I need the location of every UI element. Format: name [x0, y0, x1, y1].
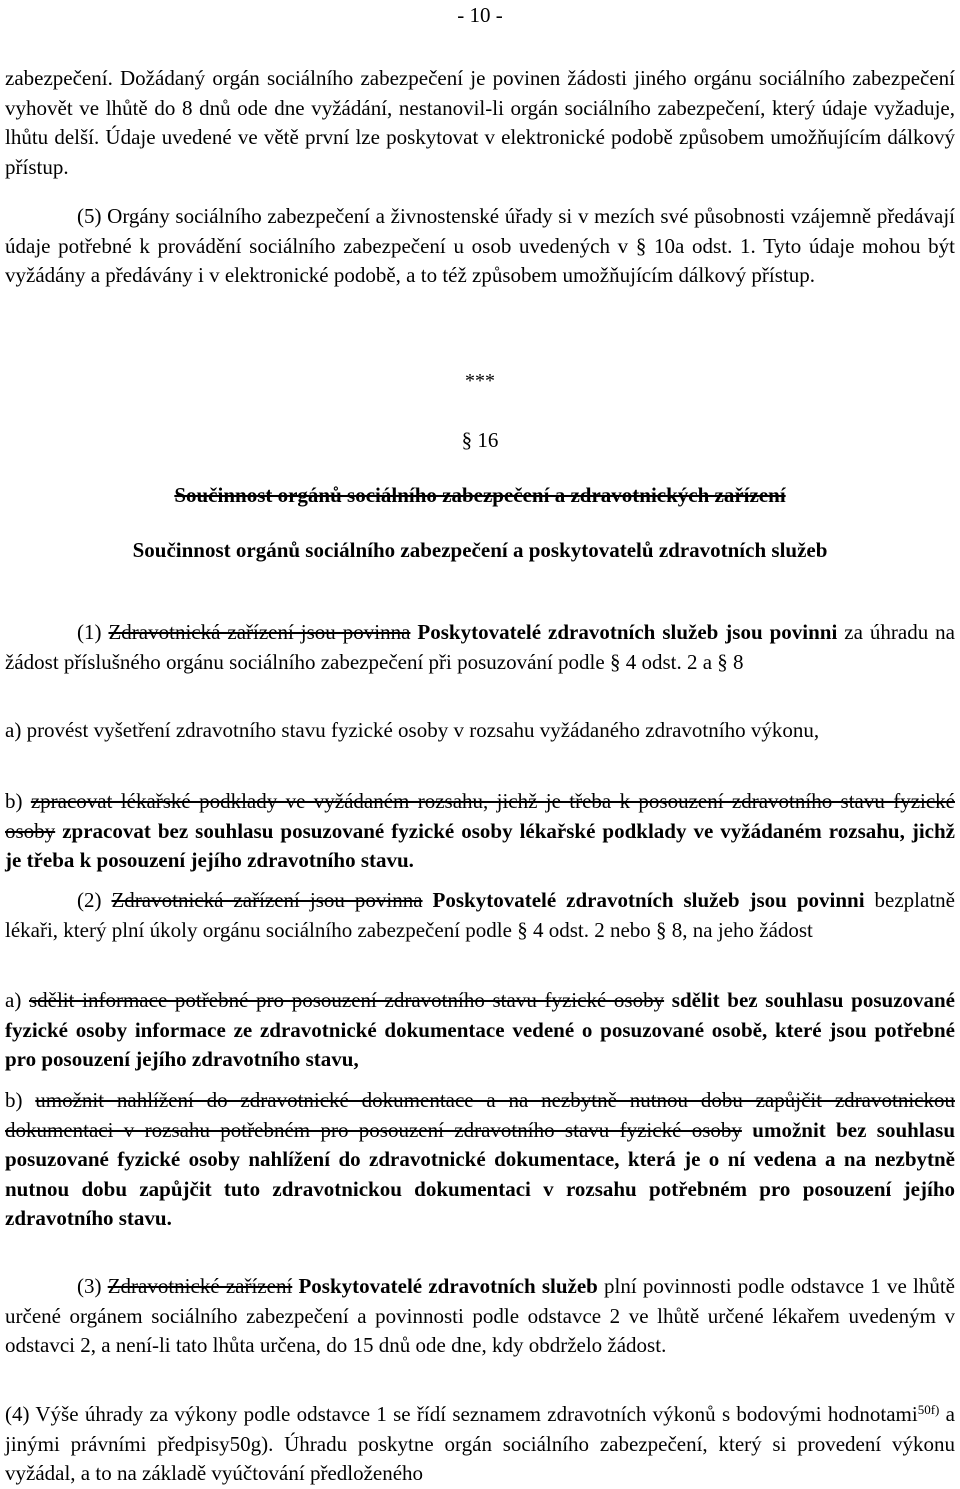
- section-separator: ***: [465, 370, 495, 392]
- section-number: § 16: [461, 428, 499, 452]
- p-1a-run-0: a) provést vyšetření zdravotního stavu fyzické osoby v rozsahu vyžádaného zdravotního výkonu,: [5, 718, 820, 742]
- p-intro-run-0: zabezpečení. Dožádaný orgán sociálního zabezpečení je povinen žádosti jiného orgánu sociálního zabezpečení vyhovět ve lhůtě do 8 dnů ode dne vyžádání, nestanovil-li orgán sociálního zabezpečení, který údaje vyžaduje, lhůtu delší. Údaje uvedené ve větě první lze poskytovat v elektronické podobě způsobem umožňujícím dálkový přístup.: [5, 66, 955, 179]
- section-title-old: Součinnost orgánů sociálního zabezpečení a zdravotnických zařízení: [174, 483, 786, 507]
- p-2a-run-3: sdělit bez souhlasu posuzované fyzické osoby informace ze zdravotnické dokumentace vedené o posuzované osobě, které jsou potřebné pro posouzení jejího zdravotního stavu,: [5, 988, 955, 1071]
- p-1-run-0: (1): [77, 620, 109, 644]
- paragraph-2: [5, 886, 955, 945]
- p-1b-run-0: b): [5, 789, 31, 813]
- p-4-run-1: 50f): [917, 1402, 940, 1417]
- paragraph-2a: [5, 986, 955, 1075]
- paragraph-5: [5, 202, 955, 291]
- p-5-run-0: (5) Orgány sociálního zabezpečení a živnostenské úřady si v mezích své působnosti vzájemně předávají údaje potřebné k provádění sociálního zabezpečení u osob uvedených v § 10a odst. 1. Tyto údaje mohou být vyžádány a předávány i v elektronické podobě, a to též způsobem umožňujícím dálkový přístup.: [5, 204, 955, 287]
- p-4-run-0: (4) Výše úhrady za výkony podle odstavce 1 se řídí seznamem zdravotních výkonů s bodovými hodnotami: [5, 1402, 918, 1426]
- p-1b-run-1: zpracovat lékařské podklady ve vyžádaném rozsahu, jichž je třeba k posouzení zdravotního stavu fyzické osoby: [5, 789, 955, 843]
- p-1-run-3: Poskytovatelé zdravotních služeb jsou povinni: [417, 620, 838, 644]
- p-2b-run-3: umožnit bez souhlasu posuzované fyzické osoby nahlížení do zdravotnické dokumentace, která je o ní vedena a na nezbytně nutnou dobu zapůjčit tuto zdravotnickou dokumentaci v rozsahu potřebném pro posouzení jejího zdravotního stavu.: [5, 1117, 956, 1230]
- paragraph-2b: [5, 1086, 955, 1234]
- section-title-new: Součinnost orgánů sociálního zabezpečení a poskytovatelů zdravotních služeb: [132, 538, 828, 562]
- p-2a-run-2: [664, 988, 672, 1012]
- p-2-run-3: Poskytovatelé zdravotních služeb jsou povinni: [432, 888, 865, 912]
- paragraph-1a: [5, 716, 955, 746]
- p-3-run-0: (3): [77, 1274, 108, 1298]
- paragraph-intro: [5, 64, 955, 182]
- p-1b-run-3: zpracovat bez souhlasu posuzované fyzické osoby lékařské podklady ve vyžádaném rozsahu, jichž je třeba k posouzení jejího zdravotního stavu.: [5, 818, 956, 872]
- p-2b-run-0: b): [5, 1088, 36, 1112]
- p-2-run-0: (2): [77, 888, 112, 912]
- p-2-run-4: bezplatně lékaři, který plní úkoly orgánu sociálního zabezpečení podle § 4 odst. 2 nebo § 8, na jeho žádost: [5, 888, 955, 942]
- p-2a-run-0: a): [5, 988, 29, 1012]
- p-4-run-2: a jinými právními předpisy50g). Úhradu poskytne orgán sociálního zabezpečení, který si provedení výkonu vyžádal, a to na základě vyúčtování předloženého: [5, 1402, 955, 1485]
- p-2b-run-1: umožnit nahlížení do zdravotnické dokumentace a na nezbytně nutnou dobu zapůjčit zdravotnickou dokumentaci v rozsahu potřebném pro posouzení zdravotního stavu fyzické osoby: [5, 1088, 955, 1142]
- p-2-run-2: [423, 888, 433, 912]
- paragraph-3: [5, 1272, 955, 1361]
- page-number: - 10 -: [457, 3, 503, 27]
- p-1-run-1: Zdravotnická zařízení jsou povinna: [108, 620, 411, 644]
- p-3-run-1: Zdravotnické zařízení: [107, 1274, 293, 1298]
- p-1-run-4: za úhradu na žádost příslušného orgánu sociálního zabezpečení při posuzování podle § 4 odst. 2 a § 8: [5, 620, 955, 674]
- paragraph-1: [5, 618, 955, 677]
- paragraph-1b: [5, 787, 955, 876]
- paragraph-4: [5, 1400, 955, 1489]
- p-3-run-4: plní povinnosti podle odstavce 1 ve lhůtě určené orgánem sociálního zabezpečení a povinnosti podle odstavce 2 ve lhůtě určené lékařem uvedeným v odstavci 2, a není-li tato lhůta určena, do 15 dnů ode dne, kdy obdrželo žádost.: [5, 1274, 955, 1357]
- p-2a-run-1: sdělit informace potřebné pro posouzení zdravotního stavu fyzické osoby: [28, 988, 665, 1012]
- p-2-run-1: Zdravotnická zařízení jsou povinna: [111, 888, 423, 912]
- p-2b-run-2: [742, 1118, 752, 1142]
- p-3-run-3: Poskytovatelé zdravotních služeb: [298, 1274, 598, 1298]
